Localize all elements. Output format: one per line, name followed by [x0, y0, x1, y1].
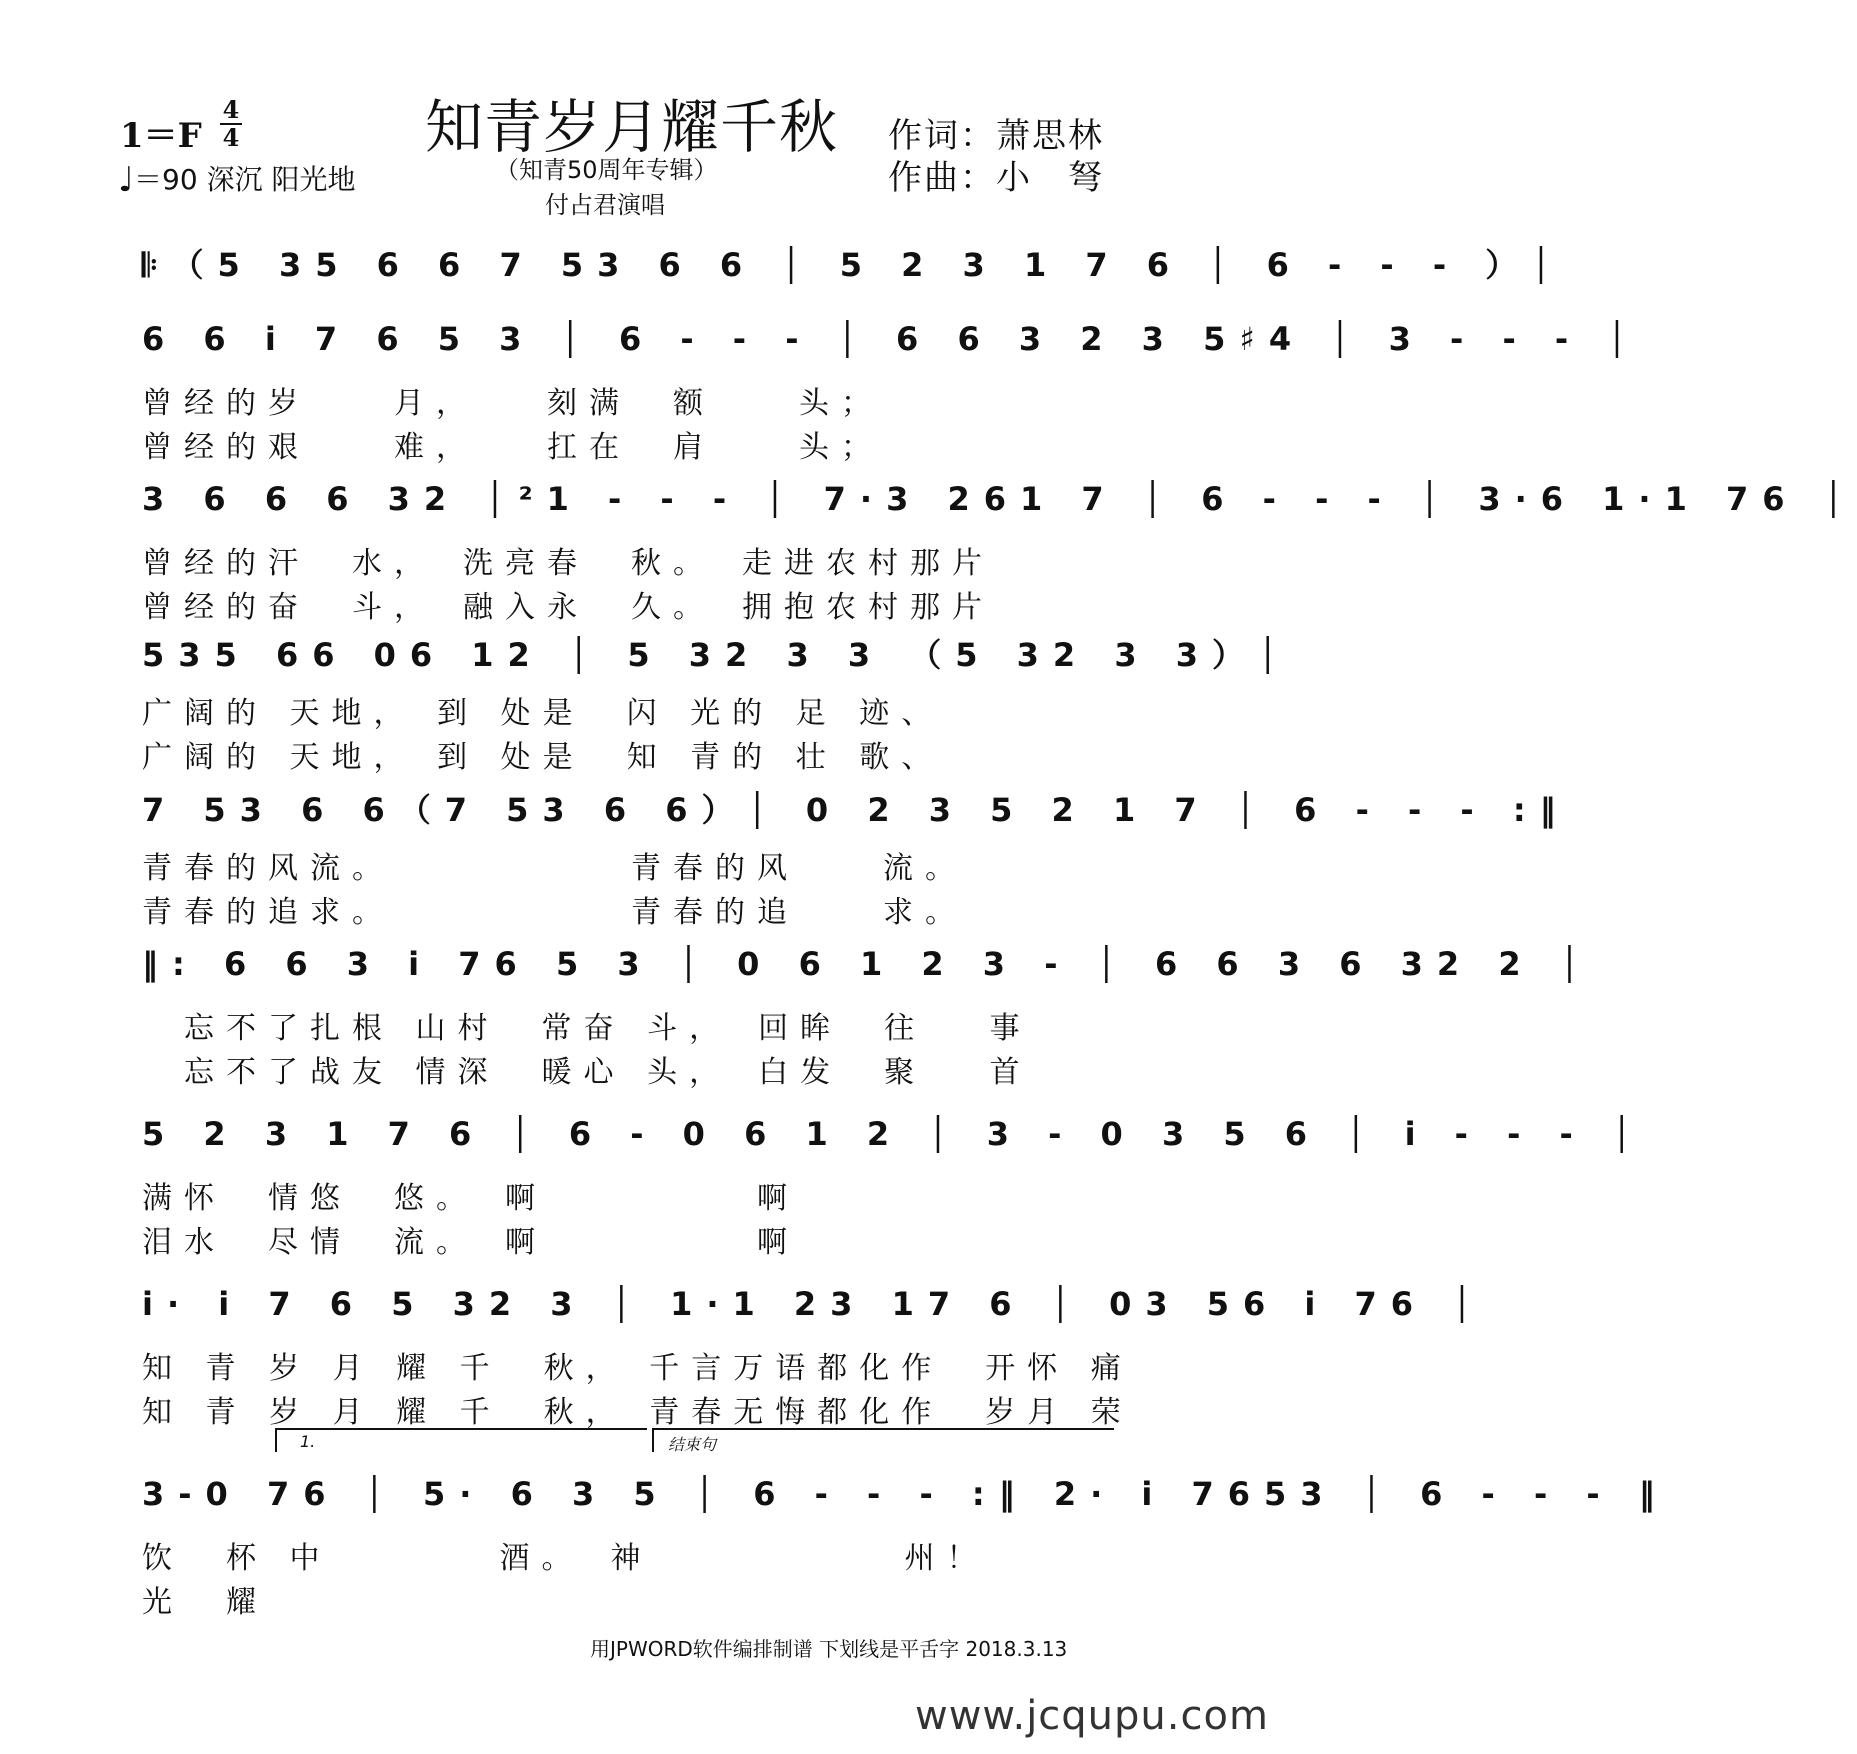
lyric-line: 曾经的奋 斗， 融入永 久。 拥抱农村那片	[142, 590, 994, 625]
lyric-line: 曾经的汗 水， 洗亮春 秋。 走进农村那片	[142, 546, 994, 581]
lyric-line: 曾经的岁 月， 刻满 额 头；	[142, 386, 883, 421]
time-signature-denominator: 4	[222, 123, 240, 152]
first-ending-label: 1.	[300, 1432, 316, 1451]
lyric-line: 广阔的 天地， 到 处是 闪 光的 足 迹、	[142, 696, 944, 731]
notation-line: 5 2 3 1 7 6 │ 6 - 0 6 1 2 │ 3 - 0 3 5 6 │ i - - - │	[142, 1115, 1646, 1153]
tempo-marking	[118, 158, 355, 200]
lyric-line: 忘不了扎根 山村 常奋 斗， 回眸 往 事	[142, 1011, 1032, 1046]
notation-line: 535 66 06 12 │ 5 32 3 3 （5 32 3 3）│	[142, 636, 1292, 674]
singer-credit: 付占君演唱	[545, 191, 665, 219]
notation-line: ‖: 6 6 3 i 76 5 3 │ 0 6 1 2 3 - │ 6 6 3 6 32 2 │	[142, 945, 1593, 983]
lyric-line: 青春的追求。 青春的追 求。	[142, 895, 967, 930]
lyric-line: 知 青 岁 月 耀 千 秋， 青春无悔都化作 岁月 荣	[142, 1395, 1133, 1430]
footer-note: 用JPWORD软件编排制谱 下划线是平舌字 2018.3.13	[590, 1637, 1068, 1661]
notation-line: i· i 7 6 5 32 3 │ 1·1 23 17 6 │ 03 56 i 76 │	[142, 1285, 1486, 1323]
lyric-line: 广阔的 天地， 到 处是 知 青的 壮 歌、	[142, 740, 944, 775]
lyric-line: 曾经的艰 难， 扛在 肩 头；	[142, 430, 883, 465]
lyric-line: 满怀 情悠 悠。 啊 啊	[142, 1181, 799, 1216]
time-signature-numerator: 4	[222, 95, 240, 124]
notation-line: 𝄆（5 35 6 6 7 53 6 6 │ 5 2 3 1 7 6 │ 6 - - - ）│	[142, 246, 1565, 284]
notation-line: 6 6 i 7 6 5 3 │ 6 - - - │ 6 6 3 2 3 5♯4 │ 3 - - - │	[142, 320, 1641, 358]
lyric-line: 饮 杯 中 酒。 神 州！	[142, 1541, 989, 1576]
notation-line: 3 6 6 6 32 │²1 - - - │ 7·3 261 7 │ 6 - - - │ 3·6 1·1 76 │	[142, 480, 1857, 518]
composer-credit: 作曲：小 弩	[888, 158, 1104, 198]
song-subtitle: （知青50周年专辑）	[495, 156, 718, 184]
lyric-line: 忘不了战友 情深 暖心 头， 白发 聚 首	[142, 1055, 1032, 1090]
quarter-note-icon: ♩	[118, 160, 135, 200]
ending-bracket	[652, 1428, 1114, 1452]
lyric-line: 知 青 岁 月 耀 千 秋， 千言万语都化作 开怀 痛	[142, 1351, 1133, 1386]
song-title: 知青岁月耀千秋	[425, 93, 839, 161]
key-signature: 1＝F	[120, 116, 202, 156]
watermark: www.jcqupu.com	[915, 1693, 1269, 1739]
time-signature	[220, 95, 242, 152]
notation-line: 7 53 6 6（7 53 6 6）│ 0 2 3 5 2 1 7 │ 6 - - - :‖	[142, 791, 1570, 829]
lyric-line: 青春的风流。 青春的风 流。	[142, 851, 967, 886]
lyricist-credit: 作词：萧思林	[888, 116, 1104, 156]
first-ending-bracket	[275, 1428, 647, 1452]
tempo-text: ＝90 深沉 阳光地	[134, 163, 356, 196]
notation-line: 3-0 76 │ 5· 6 3 5 │ 6 - - - :‖ 2· i 7653 │ 6 - - - ‖	[142, 1475, 1669, 1513]
lyric-line: 光 耀	[142, 1585, 268, 1620]
lyric-line: 泪水 尽情 流。 啊 啊	[142, 1225, 799, 1260]
ending-label: 结束句	[668, 1435, 717, 1454]
